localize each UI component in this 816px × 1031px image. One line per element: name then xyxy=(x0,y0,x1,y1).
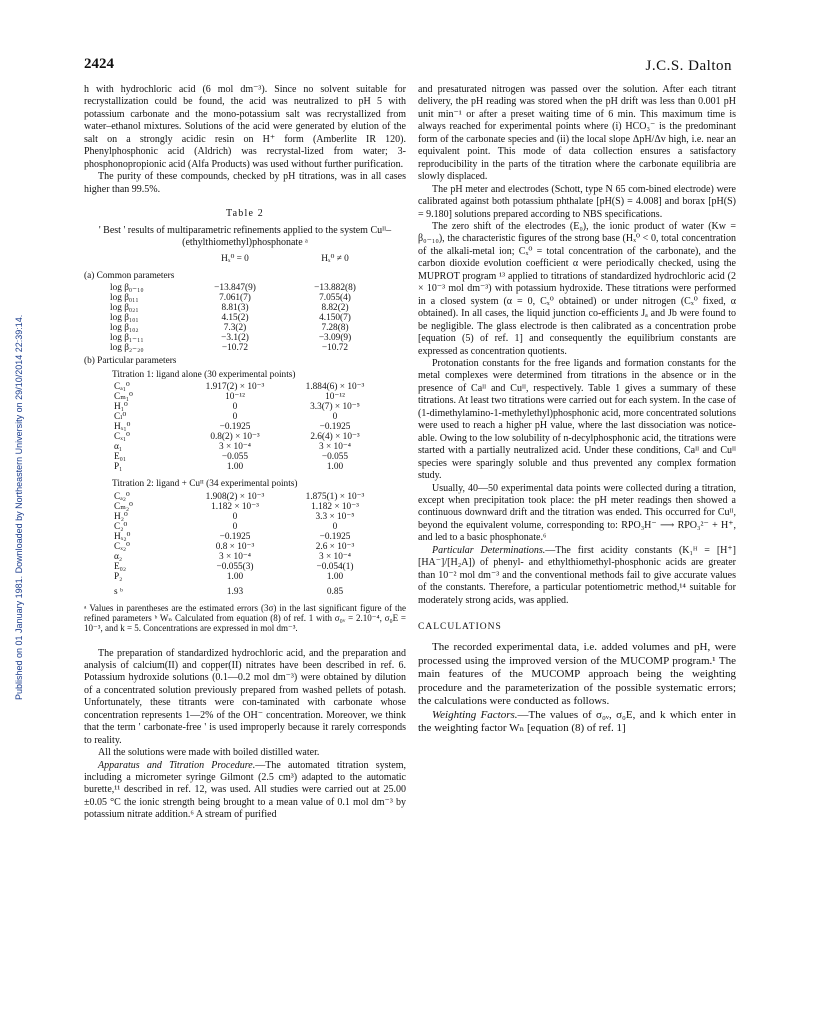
table-row xyxy=(84,323,406,333)
cell: −13.882(8) xyxy=(314,283,356,294)
row-label: log β₀₋₁₀ xyxy=(110,283,144,294)
cell: −0.1925 xyxy=(219,531,251,542)
row-label: Cₘ₂⁰ xyxy=(114,501,133,512)
table-row xyxy=(84,303,406,313)
table-caption: ' Best ' results of multiparametric refinements applied to the system Cuᴵᴵ–(ethylthiomethyl)phosphonate ᵃ xyxy=(98,224,392,248)
cell: 4.150(7) xyxy=(319,313,351,324)
cell: 1.00 xyxy=(326,462,344,473)
table-row xyxy=(84,512,406,522)
cell: 4.15(2) xyxy=(221,313,249,324)
row-label: log β₀₂₁ xyxy=(110,303,139,314)
row-label: Cₓ₁⁰ xyxy=(114,432,130,443)
paragraph xyxy=(418,545,736,607)
cell: 1.875(1) × 10⁻³ xyxy=(305,491,365,502)
paragraph: The recorded experimental data, i.e. added volumes and pH, were processed using the improved version of the MUCOMP program.¹ The main features of the MUCOMP approach being the weighting procedure and the parameterization of the possible systematic errors; the calculations were conducted as follows. xyxy=(418,641,736,708)
row-label: log β₂₋₂₀ xyxy=(110,343,144,354)
cell: 3 × 10⁻⁴ xyxy=(219,442,251,453)
page-number: 2424 xyxy=(84,56,114,72)
cell: −3.1(2) xyxy=(221,333,249,344)
cell: 1.917(2) × 10⁻³ xyxy=(205,382,265,393)
table-row xyxy=(84,562,406,572)
cell: 0 xyxy=(232,521,238,532)
column-header: Hₓ⁰ ≠ 0 xyxy=(321,254,349,265)
run-in-heading: Weighting Factors. xyxy=(432,708,518,721)
cell: −0.055 xyxy=(321,452,349,463)
row-label: Cₐ₁⁰ xyxy=(114,382,130,393)
row-label: α₂ xyxy=(114,551,123,562)
row-label: Cₘ₁⁰ xyxy=(114,392,133,403)
table-row xyxy=(84,522,406,532)
table-row xyxy=(84,283,406,293)
cell: 1.884(6) × 10⁻³ xyxy=(305,382,365,393)
paragraph: Protonation constants for the free ligands and formation constants for the metal complexes were determined from titrations in the absence or in the presence of Caᴵᴵ and Cuᴵᴵ, respectively. Table 1 gives a summary of these titrations. At least two titrations were carried out for each system. In the case of (1-dimethylamino-1-methylethyl)phosphonic acid, more concentrated solutions were used to reach a higher pH value, where the last dissociation was notice-able. Owing to the low solubility of n-decylphosphonic acid, the titrations were started with a partially neutralized acid. Under these conditions, Caᴵᴵ and Cuᴵᴵ species were sparingly soluble and thus prevented any complex formation study. xyxy=(418,357,736,482)
paragraph: The preparation of standardized hydrochloric acid, and the preparation and analysis of calcium(II) and copper(II) nitrates have been described in ref. 6. Potassium hydroxide solutions (0.1—0.2 mol dm⁻³) were obtained by dilution of a concentrated solution previously prepared from washed pellets of potash. Unfortunately, these titrants were con-taminated with carbonate whose concentration represents 1—2% of the OH⁻ concentration. Moreover, we think that the term ' carbonate-free ' is used improperly because it rarely corresponds to reality. xyxy=(84,647,406,746)
cell: 0.8 × 10⁻³ xyxy=(215,541,255,552)
table-group-t2 xyxy=(84,492,406,582)
row-label: H₂⁰ xyxy=(114,511,128,522)
table-group-a xyxy=(84,283,406,353)
table-row xyxy=(84,552,406,562)
journal-name: J.C.S. Dalton xyxy=(645,58,732,74)
row-label: C₂⁰ xyxy=(114,521,128,532)
cell: 0 xyxy=(332,521,338,532)
table-row xyxy=(84,293,406,303)
cell: 0.8(2) × 10⁻³ xyxy=(210,432,260,443)
paragraph: The purity of these compounds, checked by pH titrations, was in all cases higher than 99.5%. xyxy=(84,171,406,195)
table-footnote: ᵃ Values in parentheses are the estimated errors (3σ) in the last significant figure of the refined parameters ᵇ Wₙ Calculated from equation (8) of ref. 1 with σ₀ᵥ = 2.10⁻⁴, σ₀E = 10⁻³, and k = 5. Concentrations are expressed in mol dm⁻³. xyxy=(84,602,406,634)
cell: 8.81(3) xyxy=(221,303,249,314)
paragraph-text: —The automated titration system, including a micrometer syringe Gilmont (2.5 cm³) adapted to the automatic burette,¹¹ described in ref. 12, was used. All studies were carried out at 25.00 ±0.05 °C the ionic strength being brought to a mean value of 0.1 mol dm⁻³ by potassium nitrate addition.⁶ A stream of purified xyxy=(84,759,407,821)
cell: 7.061(7) xyxy=(219,293,251,304)
cell: 0 xyxy=(232,511,238,522)
table-row xyxy=(84,333,406,343)
table-title: Table 2 xyxy=(226,208,264,220)
row-label: E₀₂ xyxy=(114,561,127,572)
cell: 1.00 xyxy=(226,462,244,473)
cell: −0.1925 xyxy=(219,422,251,433)
cell: −0.055 xyxy=(221,452,249,463)
cell: 1.908(2) × 10⁻³ xyxy=(205,491,265,502)
row-label: Cₓ₂⁰ xyxy=(114,541,130,552)
cell: 1.00 xyxy=(326,571,344,582)
table-section-label: (b) Particular parameters xyxy=(84,356,177,367)
paragraph xyxy=(418,709,736,736)
paragraph: The zero shift of the electrodes (E₀), the ionic product of water (Kw = β₀₋₁₀), the characteristic figures of the strong base (Hₓ⁰ < 0, total concentration of the alkali-metal ion; Cₓ⁰ = total concentration of the carbonate), and the carbon dioxide evolution coefficient α were periodically checked, using the MUPROT program ¹³ applied to titrations of standardized hydrochloric acid (2 × 10⁻³ mol dm⁻³) with potassium hydroxide. These titrations were performed in a closed system (α = 0, Cₓ⁰ obtained) or under nitrogen (Cₓ⁰ fixed, α obtained). In all cases, the liquid junction co-efficients Jₐ and Jb were found to be negligible. The glass electrode is then calibrated as a concentration probe [equation (5) of ref. 1] and consequently the equilibrium constants are expressed as concentration quotients. xyxy=(418,220,736,357)
row-label: log β₁₋₁₁ xyxy=(110,333,144,344)
section-heading: CALCULATIONS xyxy=(418,622,502,633)
table-row xyxy=(84,572,406,582)
table-row xyxy=(84,462,406,472)
table-row xyxy=(84,587,406,597)
table-row xyxy=(84,542,406,552)
cell: 7.3(2) xyxy=(223,323,247,334)
cell: 0 xyxy=(232,412,238,423)
cell: 1.93 xyxy=(226,586,244,597)
row-label: α₁ xyxy=(114,442,123,453)
table-row xyxy=(84,402,406,412)
cell: 0 xyxy=(232,402,238,413)
left-column xyxy=(84,84,406,822)
column-header: Hₓ⁰ = 0 xyxy=(221,254,249,265)
row-label: Cₗ⁰ xyxy=(114,412,127,423)
titration-label: Titration 1: ligand alone (30 experimental points) xyxy=(112,369,296,380)
paragraph: h with hydrochloric acid (6 mol dm⁻³). Since no solvent suitable for recrystallization could be found, the acid was neutralized to pH 5 with potassium carbonate and the mono-potassium salt was recrystallized from water–ethanol mixtures. Solutions of the acid were generated by elution of the salt on a strongly acidic resin on H⁺ form (Amberlite IR 120). Phenylphosphonic acid (Aldrich) was recrystal-lized from water; 3-phosphonopropionic acid (Alfa Products) was used without further purification. xyxy=(84,84,406,170)
cell: −0.055(3) xyxy=(216,561,254,572)
cell: −0.054(1) xyxy=(316,561,354,572)
table-row xyxy=(84,343,406,353)
row-label: H₁⁰ xyxy=(114,402,128,413)
table-row xyxy=(84,442,406,452)
cell: −3.09(9) xyxy=(318,333,352,344)
cell: 0.85 xyxy=(326,586,344,597)
cell: 3 × 10⁻⁴ xyxy=(319,442,351,453)
row-label: E₀₁ xyxy=(114,452,127,463)
table-row xyxy=(84,382,406,392)
table-row xyxy=(84,532,406,542)
row-label: Hₓ₁⁰ xyxy=(114,422,131,433)
cell: −13.847(9) xyxy=(214,283,256,294)
paragraph: Usually, 40—50 experimental data points were collected during a titration, except when precipitation took place: the pH meter readings then showed a continuous downward drift and the titration was ended. This occurred for Cuᴵᴵ, beyond the equivalent volume, corresponding to: RPO₃H⁻ ⟶ RPO₃²⁻ + H⁺, and led to a basic phosphonate.⁶ xyxy=(418,482,736,544)
paragraph: and presaturated nitrogen was passed over the solution. After each titrant delivery, the pH reading was stored when the pH drift was less than 0.001 pH unit min⁻¹ or after a preset waiting time of 6 min. This maximum time is always reached for experimental points where (i) HCO₃⁻ is the predominant form of the carbonate species and (ii) the local slope ΔpH/Δv high, i.e. near an equivalent point. This mode of data collection ensures a satisfactory reproducibility in the parts of the titration where the carbonate equilibria are slowly displaced. xyxy=(418,84,736,183)
cell: 3 × 10⁻⁴ xyxy=(319,551,351,562)
cell: 2.6(4) × 10⁻³ xyxy=(310,432,360,443)
cell: 10⁻¹² xyxy=(225,392,245,403)
row-label: P₁ xyxy=(114,462,123,473)
row-label: Hₓ₂⁰ xyxy=(114,531,131,542)
row-label: Cₐ₂⁰ xyxy=(114,491,130,502)
table-group-t1 xyxy=(84,382,406,472)
cell: 10⁻¹² xyxy=(325,392,345,403)
row-label: P₂ xyxy=(114,571,123,582)
run-in-heading: Particular Determinations. xyxy=(432,544,546,556)
row-label: log β₁₀₂ xyxy=(110,323,139,334)
paragraph: All the solutions were made with boiled distilled water. xyxy=(98,747,320,759)
cell: 8.82(2) xyxy=(321,303,349,314)
table-header xyxy=(84,253,406,265)
table-row xyxy=(84,492,406,502)
cell: 1.182 × 10⁻³ xyxy=(211,501,259,512)
cell: 3 × 10⁻⁴ xyxy=(219,551,251,562)
table-2 xyxy=(84,208,406,633)
row-label: s ᵇ xyxy=(114,586,123,597)
cell: 1.00 xyxy=(226,571,244,582)
download-note: Published on 01 January 1981. Downloaded by Northeastern University on 29/10/2014 22:39:14. xyxy=(14,314,24,700)
titration-label: Titration 2: ligand + Cuᴵᴵ (34 experimental points) xyxy=(112,479,298,490)
paragraph-text: —The values of σ₀ᵥ, σ₀E, and k which enter in the weighting factor Wₙ [equation (8) of ref. 1] xyxy=(418,708,736,734)
cell: 1.182 × 10⁻³ xyxy=(311,501,359,512)
table-row xyxy=(84,502,406,512)
paragraph xyxy=(84,760,406,822)
cell: −10.72 xyxy=(321,343,349,354)
cell: −0.1925 xyxy=(319,422,351,433)
cell: −10.72 xyxy=(221,343,249,354)
cell: 2.6 × 10⁻³ xyxy=(315,541,355,552)
cell: 0 xyxy=(332,412,338,423)
cell: 7.28(8) xyxy=(321,323,349,334)
cell: 3.3(7) × 10⁻⁵ xyxy=(310,402,360,413)
paragraph: The pH meter and electrodes (Schott, type N 65 com-bined electrode) were calibrated against both potassium phthalate [pH(S) = 4.008] and borax [pH(S) = 9.180] solutions prepared according to NBS specifications. xyxy=(418,183,736,220)
table-row xyxy=(84,432,406,442)
paragraph-text: —The first acidity constants (K₁ᴴ = [H⁺][HA⁻]/[H₂A]) of phenyl- and ethylthiomethyl-phosphonic acids are greater than 10⁻² mol dm⁻³ and the conventional methods fail to give accurate values of the constants. Therefore, a particular potentiometric method,¹⁴ suitable for moderately strong acids, was applied. xyxy=(418,544,736,606)
table-row xyxy=(84,392,406,402)
table-row xyxy=(84,452,406,462)
table-row xyxy=(84,313,406,323)
run-in-heading: Apparatus and Titration Procedure. xyxy=(98,759,256,771)
row-label: log β₁₀₁ xyxy=(110,313,139,324)
table-row xyxy=(84,412,406,422)
row-label: log β₀₁₁ xyxy=(110,293,139,304)
table-section-label: (a) Common parameters xyxy=(84,270,175,281)
table-row xyxy=(84,422,406,432)
cell: 7.055(4) xyxy=(319,293,351,304)
cell: 3.3 × 10⁻⁵ xyxy=(315,511,355,522)
cell: −0.1925 xyxy=(319,531,351,542)
right-column xyxy=(418,84,736,735)
